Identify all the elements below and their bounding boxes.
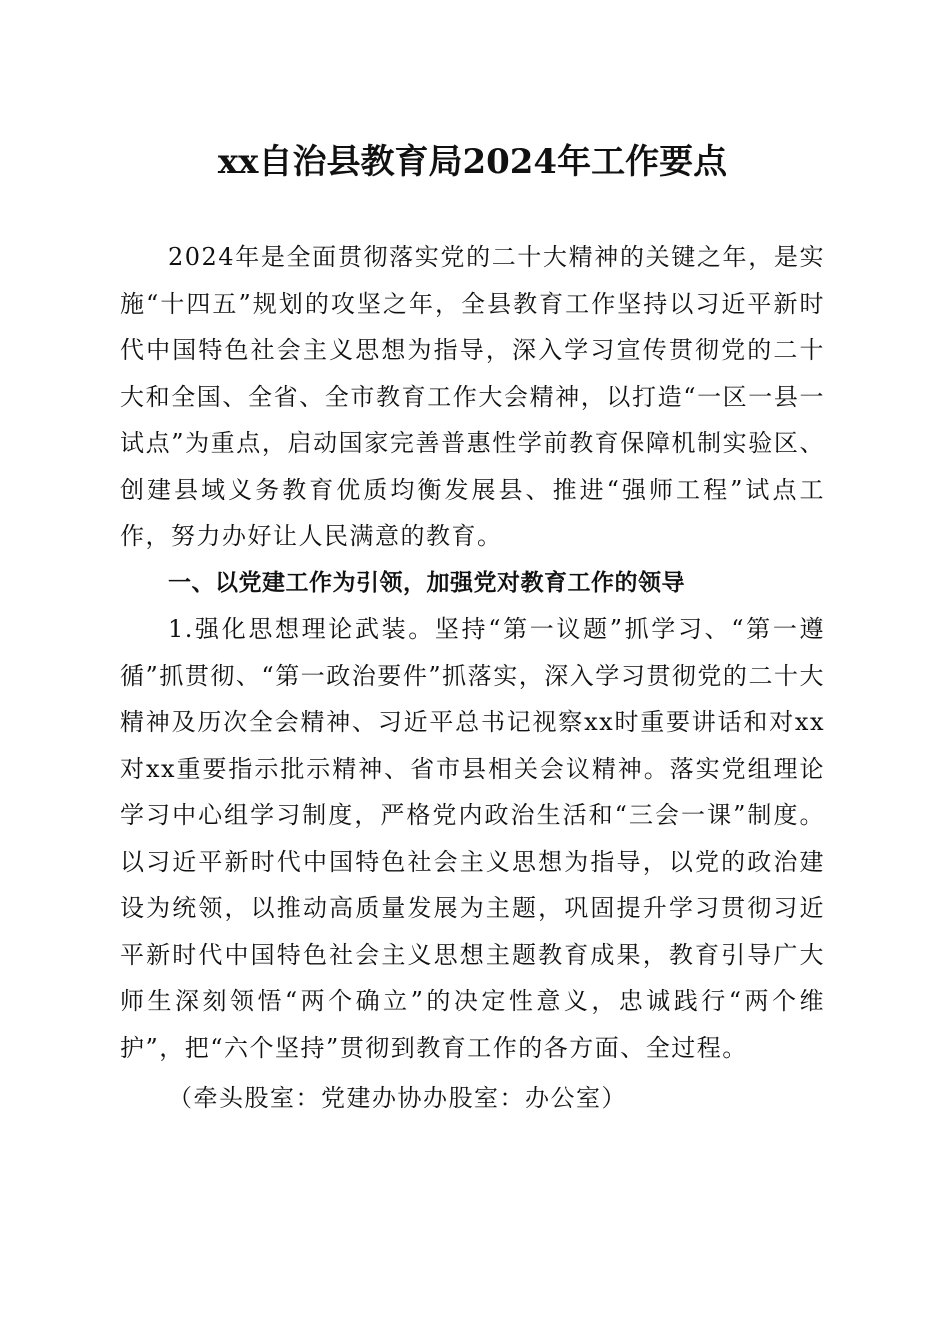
intro-paragraph: 2024年是全面贯彻落实党的二十大精神的关键之年，是实施“十四五”规划的攻坚之年，全县教育工作坚持以习近平新时代中国特色社会主义思想为指导，深入学习宣传贯彻党的二十大和全国、全省、全市教育工作大会精神，以打造“一区一县一试点”为重点，启动国家完善普惠性学前教育保障机制实验区、创建县域义务教育优质均衡发展县、推进“强师工程”试点工作，努力办好让人民满意的教育。: [120, 243, 825, 550]
item-paragraph: 1.强化思想理论武装。坚持“第一议题”抓学习、“第一遵循”抓贯彻、“第一政治要件”抓落实，深入学习贯彻党的二十大精神及历次全会精神、习近平总书记视察xx时重要讲话和对xx对xx重要指示批示精神、省市县相关会议精神。落实党组理论学习中心组学习制度，严格党内政治生活和“三会一课”制度。以习近平新时代中国特色社会主义思想为指导，以党的政治建设为统领，以推动高质量发展为主题，巩固提升学习贯彻习近平新时代中国特色社会主义思想主题教育成果，教育引导广大师生深刻领悟“两个确立”的决定性意义，忠诚践行“两个维护”，把“六个坚持”贯彻到教育工作的各方面、全过程。: [120, 615, 825, 1062]
document-page: [120, 134, 825, 1122]
responsibility-note: （牵头股室：党建办协办股室：办公室）: [168, 1084, 627, 1112]
section-heading: 一、以党建工作为引领，加强党对教育工作的领导: [168, 569, 685, 596]
document-body: [120, 234, 825, 1122]
document-title: xx自治县教育局2024年工作要点: [217, 142, 728, 182]
